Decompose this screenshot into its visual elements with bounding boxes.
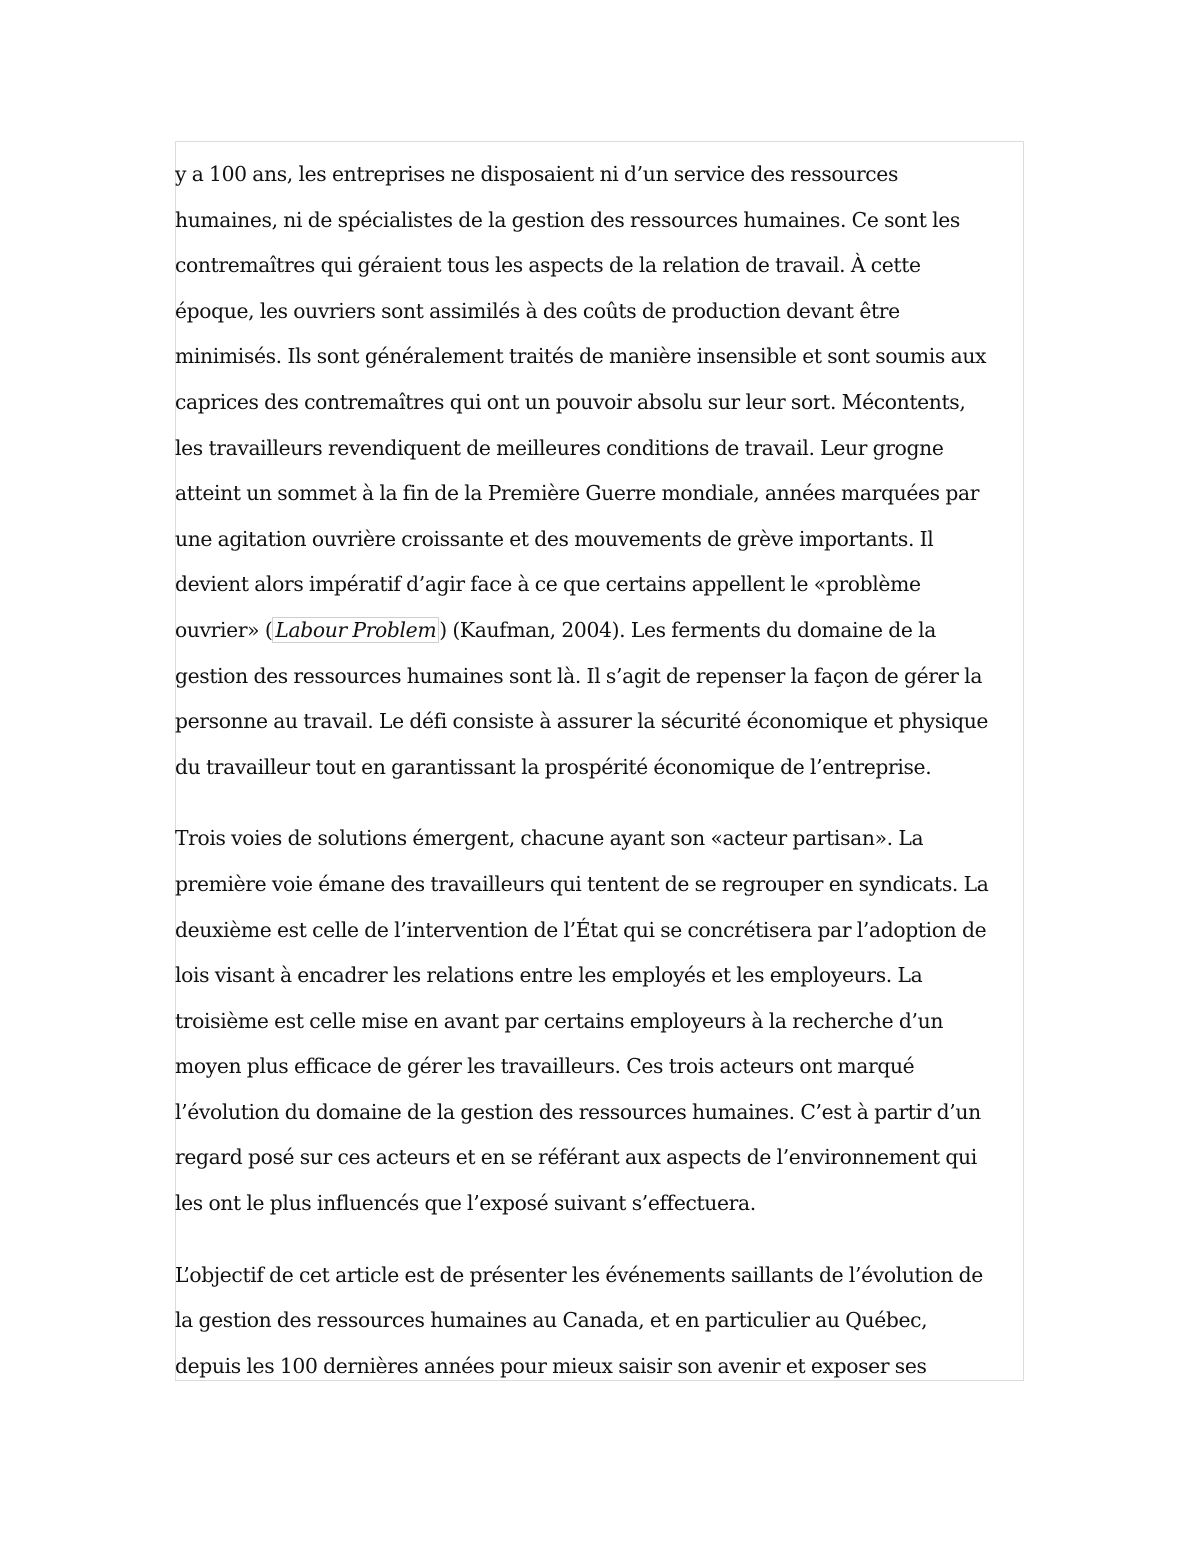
text-line: deuxième est celle de l’intervention de l’État qui se concrétisera par l’adoption de — [175, 917, 987, 942]
text-line: regard posé sur ces acteurs et en se référant aux aspects de l’environnement qui — [175, 1145, 977, 1170]
paragraph-3 — [175, 1253, 1024, 1390]
text-line: gestion des ressources humaines sont là. Il s’agit de repenser la façon de gérer la — [175, 663, 983, 688]
text-line: humaines, ni de spécialistes de la gestion des ressources humaines. Ce sont les — [175, 207, 960, 232]
text-line: lois visant à encadrer les relations entre les employés et les employeurs. La — [175, 963, 923, 988]
paragraph-2 — [175, 816, 1024, 1226]
text-line: une agitation ouvrière croissante et des mouvements de grève importants. Il — [175, 526, 934, 551]
italic-term: Labour Problem — [272, 617, 439, 643]
text-line: première voie émane des travailleurs qui tentent de se regrouper en syndicats. La — [175, 871, 989, 896]
text-line: la gestion des ressources humaines au Canada, et en particulier au Québec, — [175, 1308, 928, 1333]
text-line: du travailleur tout en garantissant la prospérité économique de l’entreprise. — [175, 754, 932, 779]
paragraph-spacer — [175, 790, 1024, 816]
text-line: époque, les ouvriers sont assimilés à des coûts de production devant être — [175, 298, 900, 323]
text-line: troisième est celle mise en avant par certains employeurs à la recherche d’un — [175, 1008, 944, 1033]
text-line-with-citation — [175, 608, 1024, 654]
text-line: contremaîtres qui géraient tous les aspects de la relation de travail. À cette — [175, 253, 921, 278]
document-body — [175, 152, 1024, 1389]
text-line: l’évolution du domaine de la gestion des ressources humaines. C’est à partir d’un — [175, 1099, 981, 1124]
text-line: les ont le plus influencés que l’exposé suivant s’effectuera. — [175, 1191, 756, 1216]
text-segment: ) (Kaufman, 2004). Les ferments du domaine de la — [439, 617, 937, 642]
paragraph-spacer — [175, 1227, 1024, 1253]
paragraph-1 — [175, 152, 1024, 790]
text-segment: ouvrier» ( — [175, 617, 273, 642]
text-line: Trois voies de solutions émergent, chacune ayant son «acteur partisan». La — [175, 826, 924, 851]
text-line: atteint un sommet à la fin de la Première Guerre mondiale, années marquées par — [175, 481, 980, 506]
text-line: L’objectif de cet article est de présenter les événements saillants de l’évolution de — [175, 1262, 983, 1287]
text-line: moyen plus efficace de gérer les travailleurs. Ces trois acteurs ont marqué — [175, 1054, 915, 1079]
text-line: depuis les 100 dernières années pour mieux saisir son avenir et exposer ses — [175, 1353, 927, 1378]
text-line: personne au travail. Le défi consiste à assurer la sécurité économique et physique — [175, 709, 989, 734]
text-line: devient alors impératif d’agir face à ce que certains appellent le «problème — [175, 572, 921, 597]
text-line: minimisés. Ils sont généralement traités de manière insensible et sont soumis aux — [175, 344, 987, 369]
text-line: y a 100 ans, les entreprises ne disposaient ni d’un service des ressources — [175, 162, 899, 186]
text-line: les travailleurs revendiquent de meilleures conditions de travail. Leur grogne — [175, 435, 944, 460]
text-line: caprices des contremaîtres qui ont un pouvoir absolu sur leur sort. Mécontents, — [175, 389, 966, 414]
